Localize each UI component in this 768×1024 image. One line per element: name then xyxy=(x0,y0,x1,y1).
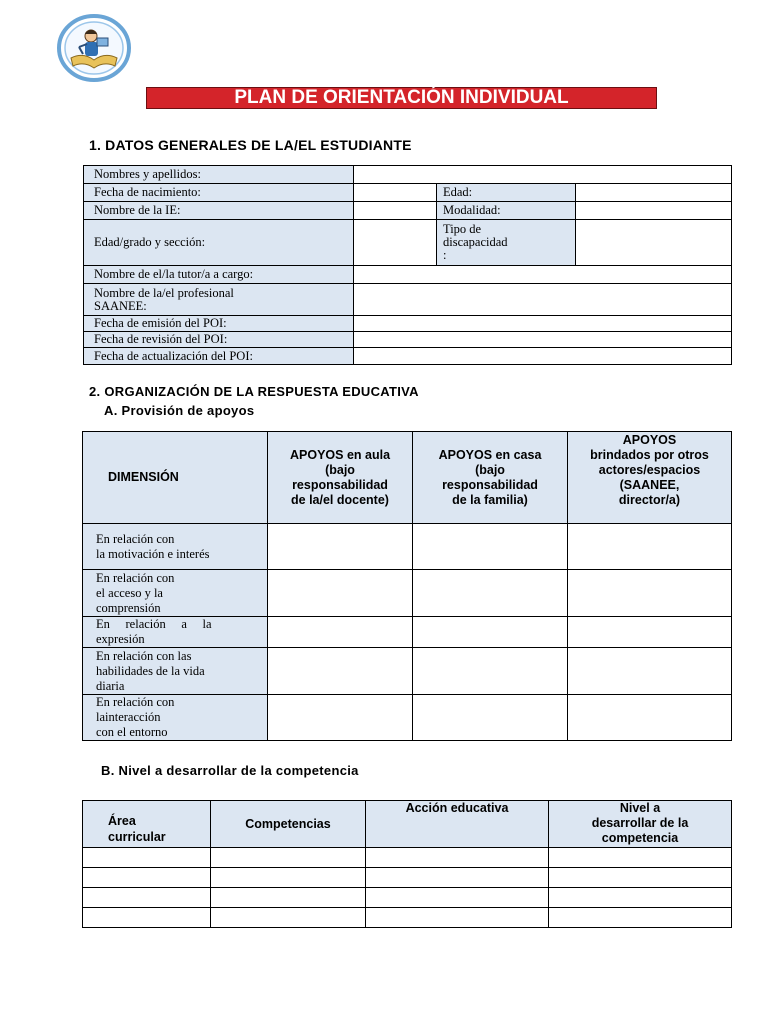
age-field[interactable] xyxy=(576,184,732,202)
area-cell[interactable] xyxy=(83,888,211,908)
issue-date-field[interactable] xyxy=(354,316,732,332)
saanee-professional-field[interactable] xyxy=(354,284,732,316)
other-actors-cell[interactable] xyxy=(568,617,732,648)
competency-cell[interactable] xyxy=(211,848,366,868)
level-cell[interactable] xyxy=(549,908,732,928)
table-row xyxy=(83,524,732,570)
table-row xyxy=(84,332,732,348)
disability-type-field[interactable] xyxy=(576,220,732,266)
competencies-header: Competencias xyxy=(211,801,366,848)
other-actors-cell[interactable] xyxy=(568,524,732,570)
area-cell[interactable] xyxy=(83,868,211,888)
table-row xyxy=(83,648,732,695)
support-provision-table xyxy=(82,431,732,741)
table-row xyxy=(84,220,732,266)
dimension-interaction: En relación con lainteracción con el entorno xyxy=(83,695,268,741)
school-logo xyxy=(57,14,131,82)
competency-cell[interactable] xyxy=(211,908,366,928)
action-cell[interactable] xyxy=(366,908,549,928)
section-2-heading: 2. ORGANIZACIÓN DE LA RESPUESTA EDUCATIVA xyxy=(89,384,419,399)
review-date-label: Fecha de revisión del POI: xyxy=(84,332,354,348)
action-cell[interactable] xyxy=(366,848,549,868)
table-header-row xyxy=(83,801,732,848)
home-cell[interactable] xyxy=(413,570,568,617)
update-date-label: Fecha de actualización del POI: xyxy=(84,348,354,365)
area-cell[interactable] xyxy=(83,848,211,868)
table-row xyxy=(83,868,732,888)
other-actors-cell[interactable] xyxy=(568,695,732,741)
grade-section-field[interactable] xyxy=(354,220,437,266)
curricular-area-header: Área curricular xyxy=(83,801,211,848)
modality-label: Modalidad: xyxy=(437,202,576,220)
educational-action-header: Acción educativa xyxy=(366,801,549,848)
other-actors-cell[interactable] xyxy=(568,570,732,617)
action-cell[interactable] xyxy=(366,888,549,908)
action-cell[interactable] xyxy=(366,868,549,888)
area-cell[interactable] xyxy=(83,908,211,928)
grade-section-label: Edad/grado y sección: xyxy=(84,220,354,266)
dimension-access: En relación con el acceso y la comprensión xyxy=(83,570,268,617)
classroom-cell[interactable] xyxy=(268,617,413,648)
classroom-cell[interactable] xyxy=(268,648,413,695)
tutor-label: Nombre de el/la tutor/a a cargo: xyxy=(84,266,354,284)
classroom-support-header: APOYOS en aula (bajo responsabilidad de la/el docente) xyxy=(268,432,413,524)
competency-cell[interactable] xyxy=(211,888,366,908)
competency-cell[interactable] xyxy=(211,868,366,888)
table-row xyxy=(84,184,732,202)
subsection-a-heading: A. Provisión de apoyos xyxy=(104,403,255,418)
table-row xyxy=(84,166,732,184)
classroom-cell[interactable] xyxy=(268,695,413,741)
level-cell[interactable] xyxy=(549,888,732,908)
birthdate-field[interactable] xyxy=(354,184,437,202)
table-row xyxy=(84,348,732,365)
school-seal-teacher-icon xyxy=(57,14,131,82)
table-row xyxy=(84,266,732,284)
tutor-field[interactable] xyxy=(354,266,732,284)
other-actors-support-header: APOYOS brindados por otros actores/espacios (SAANEE, director/a) xyxy=(568,432,732,524)
table-row xyxy=(83,908,732,928)
other-actors-cell[interactable] xyxy=(568,648,732,695)
table-row xyxy=(84,316,732,332)
names-field[interactable] xyxy=(354,166,732,184)
table-row xyxy=(84,284,732,316)
competency-level-header: Nivel a desarrollar de la competencia xyxy=(549,801,732,848)
home-cell[interactable] xyxy=(413,617,568,648)
dimension-motivation: En relación con la motivación e interés xyxy=(83,524,268,570)
birthdate-label: Fecha de nacimiento: xyxy=(84,184,354,202)
table-row xyxy=(83,570,732,617)
competency-level-table xyxy=(82,800,732,928)
home-support-header: APOYOS en casa (bajo responsabilidad de la familia) xyxy=(413,432,568,524)
classroom-cell[interactable] xyxy=(268,570,413,617)
table-row xyxy=(83,888,732,908)
subsection-b-heading: B. Nivel a desarrollar de la competencia xyxy=(101,763,359,778)
names-label: Nombres y apellidos: xyxy=(84,166,354,184)
modality-field[interactable] xyxy=(576,202,732,220)
dimension-expression: En relación a la expresión xyxy=(83,617,268,648)
dimension-daily-living: En relación con las habilidades de la vida diaria xyxy=(83,648,268,695)
home-cell[interactable] xyxy=(413,695,568,741)
home-cell[interactable] xyxy=(413,524,568,570)
review-date-field[interactable] xyxy=(354,332,732,348)
age-label: Edad: xyxy=(437,184,576,202)
dimension-header: DIMENSIÓN xyxy=(83,432,268,524)
table-header-row xyxy=(83,432,732,524)
home-cell[interactable] xyxy=(413,648,568,695)
section-1-heading: 1. DATOS GENERALES DE LA/EL ESTUDIANTE xyxy=(89,137,412,153)
school-name-label: Nombre de la IE: xyxy=(84,202,354,220)
update-date-field[interactable] xyxy=(354,348,732,365)
table-row xyxy=(84,202,732,220)
table-row xyxy=(83,848,732,868)
disability-type-label: Tipo de discapacidad : xyxy=(437,220,576,266)
school-name-field[interactable] xyxy=(354,202,437,220)
classroom-cell[interactable] xyxy=(268,524,413,570)
table-row xyxy=(83,617,732,648)
issue-date-label: Fecha de emisión del POI: xyxy=(84,316,354,332)
student-data-table xyxy=(83,165,732,365)
table-row xyxy=(83,695,732,741)
level-cell[interactable] xyxy=(549,868,732,888)
saanee-professional-label: Nombre de la/el profesional SAANEE: xyxy=(84,284,354,316)
level-cell[interactable] xyxy=(549,848,732,868)
page-title: PLAN DE ORIENTACIÓN INDIVIDUAL xyxy=(146,87,657,109)
